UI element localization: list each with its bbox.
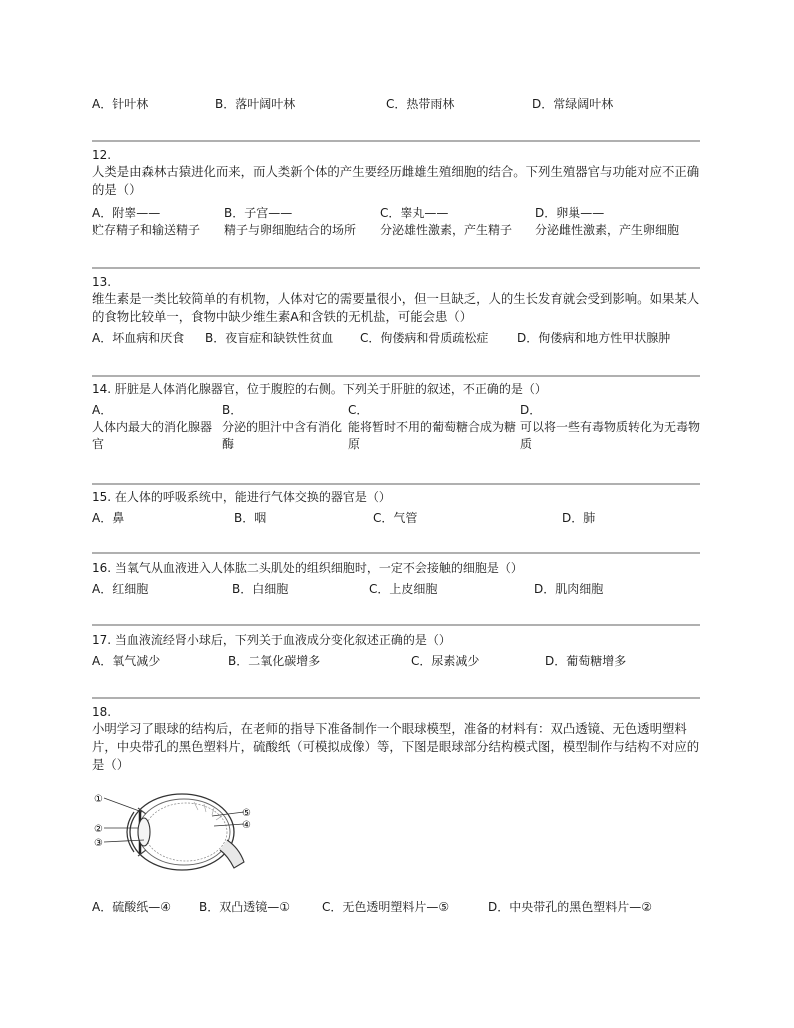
- option-label: C．睾丸——: [380, 206, 449, 220]
- option-label: A．附睾——: [92, 206, 161, 220]
- q12-option-d: [535, 205, 700, 239]
- q14-option-b: [222, 402, 346, 453]
- option-desc: 贮存精子和输送精子: [92, 223, 201, 237]
- q16-option-d: D．肌肉细胞: [534, 582, 604, 596]
- retina-outline: [145, 803, 227, 861]
- q11-option-b: B．落叶阔叶林: [215, 97, 296, 111]
- q13-option-b: B．夜盲症和缺铁性贫血: [205, 331, 334, 345]
- option-label: B．: [222, 403, 243, 417]
- option-desc: 分泌雄性激素，产生精子: [380, 223, 513, 237]
- q13-option-a: A．坏血病和厌食: [92, 331, 185, 345]
- option-label: B．子宫——: [224, 206, 293, 220]
- option-label: D．卵巢——: [535, 206, 605, 220]
- divider: [92, 483, 700, 485]
- divider: [92, 697, 700, 699]
- option-label: C．: [348, 403, 369, 417]
- q17-option-a: A．氧气减少: [92, 654, 161, 668]
- q14-stem: 14. 肝脏是人体消化腺器官，位于腹腔的右侧。下列关于肝脏的叙述，不正确的是（）: [92, 382, 547, 396]
- q16-option-c: C．上皮细胞: [369, 582, 438, 596]
- q18-option-b: B．双凸透镜—①: [199, 900, 290, 914]
- divider: [92, 552, 700, 554]
- q12-number: 12.: [92, 148, 112, 162]
- q14-option-a: [92, 402, 220, 453]
- label-4: ④: [242, 820, 251, 831]
- lens-shape: [138, 818, 150, 846]
- q13-option-d: D．佝偻病和地方性甲状腺肿: [517, 331, 671, 345]
- q16-option-b: B．白细胞: [232, 582, 289, 596]
- q16-option-a: A．红细胞: [92, 582, 149, 596]
- divider: [92, 267, 700, 269]
- choroid-outline: [138, 799, 230, 865]
- q13-number: 13.: [92, 275, 112, 289]
- q12-option-b: [224, 205, 374, 239]
- q18-option-c: C．无色透明塑料片—⑤: [322, 900, 450, 914]
- label-2: ②: [94, 824, 103, 835]
- q14-option-d: [520, 402, 700, 453]
- option-desc: 精子与卵细胞结合的场所: [224, 223, 357, 237]
- option-desc: 可以将一些有毒物质转化为无毒物质: [520, 420, 701, 451]
- q17-stem: 17. 当血液流经肾小球后，下列关于血液成分变化叙述正确的是（）: [92, 633, 451, 647]
- option-label: D．: [520, 403, 542, 417]
- option-desc: 能将暂时不用的葡萄糖合成为糖原: [348, 420, 517, 451]
- label-1: ①: [94, 794, 103, 805]
- q12-stem: 人类是由森林古猿进化而来，而人类新个体的产生要经历雌雄生殖细胞的结合。下列生殖器官与功能对应不正确的是（）: [92, 164, 700, 197]
- q15-stem: 15. 在人体的呼吸系统中，能进行气体交换的器官是（）: [92, 490, 391, 504]
- q16-stem: 16. 当氧气从血液进入人体肱二头肌处的组织细胞时，一定不会接触的细胞是（）: [92, 561, 523, 575]
- eyeball-diagram: [94, 790, 254, 880]
- leader-line-5: [212, 812, 244, 816]
- divider: [92, 375, 700, 377]
- divider: [92, 140, 700, 142]
- leader-line-3: [104, 840, 144, 842]
- option-desc: 人体内最大的消化腺器官: [92, 420, 213, 451]
- q18-option-a: A．硫酸纸—④: [92, 900, 171, 914]
- q13-stem: 维生素是一类比较简单的有机物，人体对它的需要量很小，但一旦缺乏，人的生长发育就会受到影响。如果某人的食物比较单一，食物中缺少维生素A和含铁的无机盐，可能会患（）: [92, 291, 700, 324]
- q11-option-a: A．针叶林: [92, 97, 149, 111]
- q15-option-d: D．肺: [562, 511, 596, 525]
- q17-option-b: B．二氧化碳增多: [228, 654, 321, 668]
- q18-option-d: D．中央带孔的黑色塑料片—②: [488, 900, 652, 914]
- q11-option-d: D．常绿阔叶林: [532, 97, 614, 111]
- q14-option-c: [348, 402, 518, 453]
- q15-option-c: C．气管: [373, 511, 418, 525]
- q15-option-b: B．咽: [234, 511, 267, 525]
- q18-number: 18.: [92, 705, 112, 719]
- q13-option-c: C．佝偻病和骨质疏松症: [360, 331, 489, 345]
- option-label: A．: [92, 403, 113, 417]
- option-desc: 分泌的胆汁中含有消化酶: [222, 420, 343, 451]
- option-desc: 分泌雌性激素，产生卵细胞: [535, 223, 680, 237]
- leader-line-1: [104, 798, 142, 812]
- q17-option-c: C．尿素减少: [411, 654, 480, 668]
- divider: [92, 624, 700, 626]
- label-3: ③: [94, 838, 103, 849]
- q12-option-a: [92, 205, 237, 239]
- q11-option-c: C．热带雨林: [386, 97, 455, 111]
- q18-stem: 小明学习了眼球的结构后，在老师的指导下准备制作一个眼球模型，准备的材料有：双凸透镜、无色透明塑料片，中央带孔的黑色塑料片，硫酸纸（可模拟成像）等，下图是眼球部分结构模式图，模型制作与结构不对应的是（）: [92, 721, 700, 772]
- label-5: ⑤: [242, 808, 251, 819]
- q17-option-d: D．葡萄糖增多: [545, 654, 627, 668]
- q12-option-c: [380, 205, 540, 239]
- q15-option-a: A．鼻: [92, 511, 125, 525]
